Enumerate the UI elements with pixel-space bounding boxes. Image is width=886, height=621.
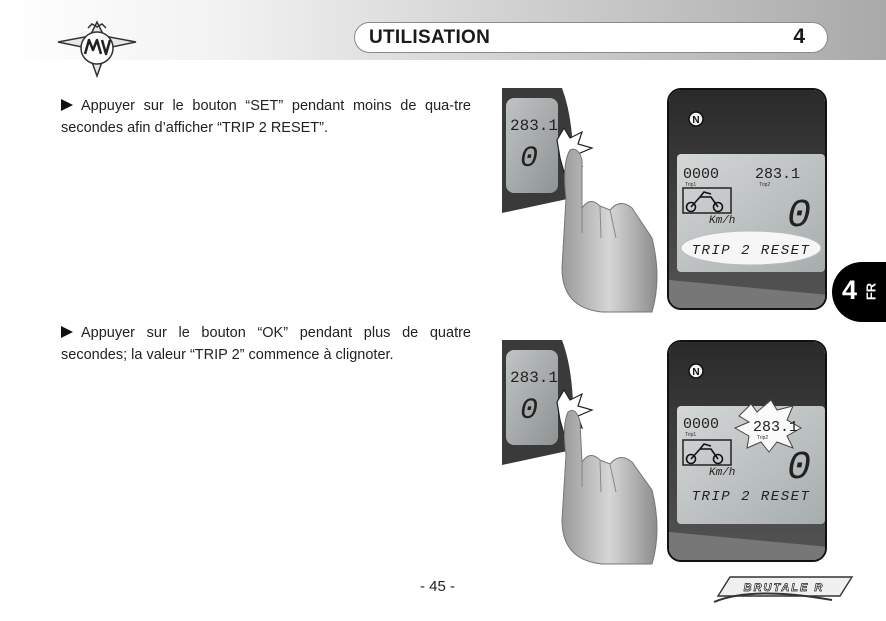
section-title-bar xyxy=(354,22,828,53)
page-number: - 45 - xyxy=(420,578,456,595)
brutale-r-logo xyxy=(712,574,854,604)
dashboard-display-1 xyxy=(667,88,827,310)
step-1-text: Appuyer sur le bouton “SET” pendant moins de qua-tre secondes afin d’afficher “TRIP 2 RESET”. xyxy=(61,98,471,136)
step-1-paragraph xyxy=(61,95,471,139)
trip1-value: 0000 xyxy=(683,166,720,183)
photo-speed-readout: 0 xyxy=(520,394,539,428)
trip2-label: Trip2 xyxy=(757,435,769,441)
chapter-side-tab xyxy=(832,262,886,322)
play-arrow-icon xyxy=(61,99,73,111)
hand-press-photo-1 xyxy=(502,88,662,313)
play-arrow-icon xyxy=(61,326,73,338)
svg-text:BRUTALE R: BRUTALE R xyxy=(743,582,825,594)
photo-speed-readout: 0 xyxy=(520,142,539,176)
trip-reset-message: TRIP 2 RESET xyxy=(691,243,811,259)
speed-unit: Km/h xyxy=(709,467,736,479)
speed-unit: Km/h xyxy=(709,215,736,227)
speed-value: 0 xyxy=(787,194,812,239)
trip1-label: Trip1 xyxy=(685,432,697,438)
trip2-value: 283.1 xyxy=(755,166,801,183)
side-tab-language: FR xyxy=(863,282,879,301)
chapter-number: 4 xyxy=(793,25,805,48)
side-tab-number: 4 xyxy=(842,275,858,305)
neutral-indicator: N xyxy=(692,115,700,126)
speed-value: 0 xyxy=(787,446,812,491)
trip2-value: 283.1 xyxy=(753,419,799,436)
trip1-value: 0000 xyxy=(683,416,720,433)
photo-trip-readout: 283.1 xyxy=(510,369,559,387)
step-2-text: Appuyer sur le bouton “OK” pendant plus de quatre secondes; la valeur “TRIP 2” commence à clignoter. xyxy=(61,325,471,363)
dashboard-display-2 xyxy=(667,340,827,562)
neutral-indicator: N xyxy=(692,367,700,378)
trip1-label: Trip1 xyxy=(685,182,697,188)
photo-trip-readout: 283.1 xyxy=(510,117,559,135)
section-title: UTILISATION xyxy=(369,27,491,48)
trip-reset-message: TRIP 2 RESET xyxy=(691,489,811,505)
trip2-label: Trip2 xyxy=(759,182,771,188)
hand-press-photo-2 xyxy=(502,340,662,565)
mv-agusta-logo xyxy=(52,14,142,84)
step-2-paragraph xyxy=(61,322,471,366)
